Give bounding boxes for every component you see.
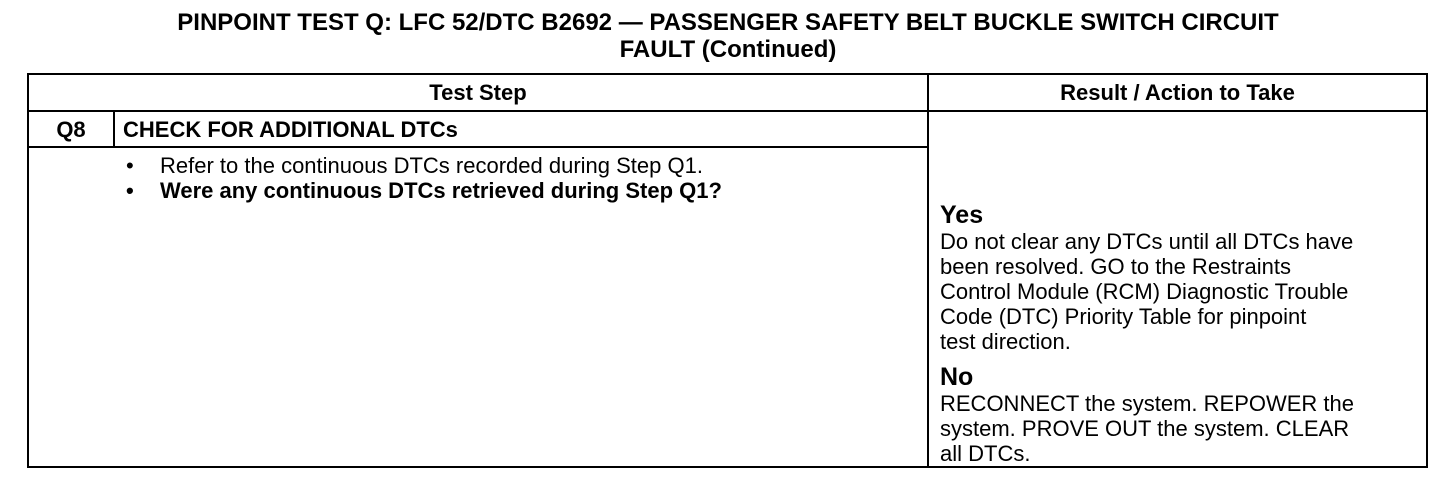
instruction-question xyxy=(123,178,903,203)
step-title: CHECK FOR ADDITIONAL DTCs xyxy=(123,117,458,142)
result-line: Control Module (RCM) Diagnostic Trouble xyxy=(940,279,1349,304)
title-line-1: PINPOINT TEST Q: LFC 52/DTC B2692 — PASSENGER SAFETY BELT BUCKLE SWITCH CIRCUIT xyxy=(177,9,1279,36)
bullet-icon: • xyxy=(126,153,134,178)
result-yes-heading: Yes xyxy=(940,201,984,229)
result-yes xyxy=(940,202,1426,354)
result-no-heading: No xyxy=(940,363,974,391)
result-yes-body xyxy=(940,229,1426,354)
header-test-step: Test Step xyxy=(429,80,527,105)
instruction-text: Were any continuous DTCs retrieved during Step Q1? xyxy=(160,178,722,203)
step-number-divider xyxy=(113,111,115,147)
title-line-2: FAULT (Continued) xyxy=(619,36,837,63)
result-line: system. PROVE OUT the system. CLEAR xyxy=(940,416,1350,441)
result-line: been resolved. GO to the Restraints xyxy=(940,254,1291,279)
result-line: RECONNECT the system. REPOWER the xyxy=(940,391,1355,416)
result-line: all DTCs. xyxy=(940,441,1031,466)
result-no xyxy=(940,364,1426,466)
instruction-text: Refer to the continuous DTCs recorded during Step Q1. xyxy=(160,153,703,178)
bullet-icon: • xyxy=(126,178,134,203)
instruction-item xyxy=(123,153,903,178)
result-line: Code (DTC) Priority Table for pinpoint xyxy=(940,304,1307,329)
step-number: Q8 xyxy=(56,117,86,142)
step-instructions xyxy=(123,153,903,203)
result-line: Do not clear any DTCs until all DTCs have xyxy=(940,229,1354,254)
result-no-body xyxy=(940,391,1426,466)
header-result: Result / Action to Take xyxy=(1060,80,1295,105)
pinpoint-test-table xyxy=(27,73,1428,468)
column-divider xyxy=(927,75,929,466)
page-title xyxy=(0,9,1456,63)
result-line: test direction. xyxy=(940,329,1071,354)
